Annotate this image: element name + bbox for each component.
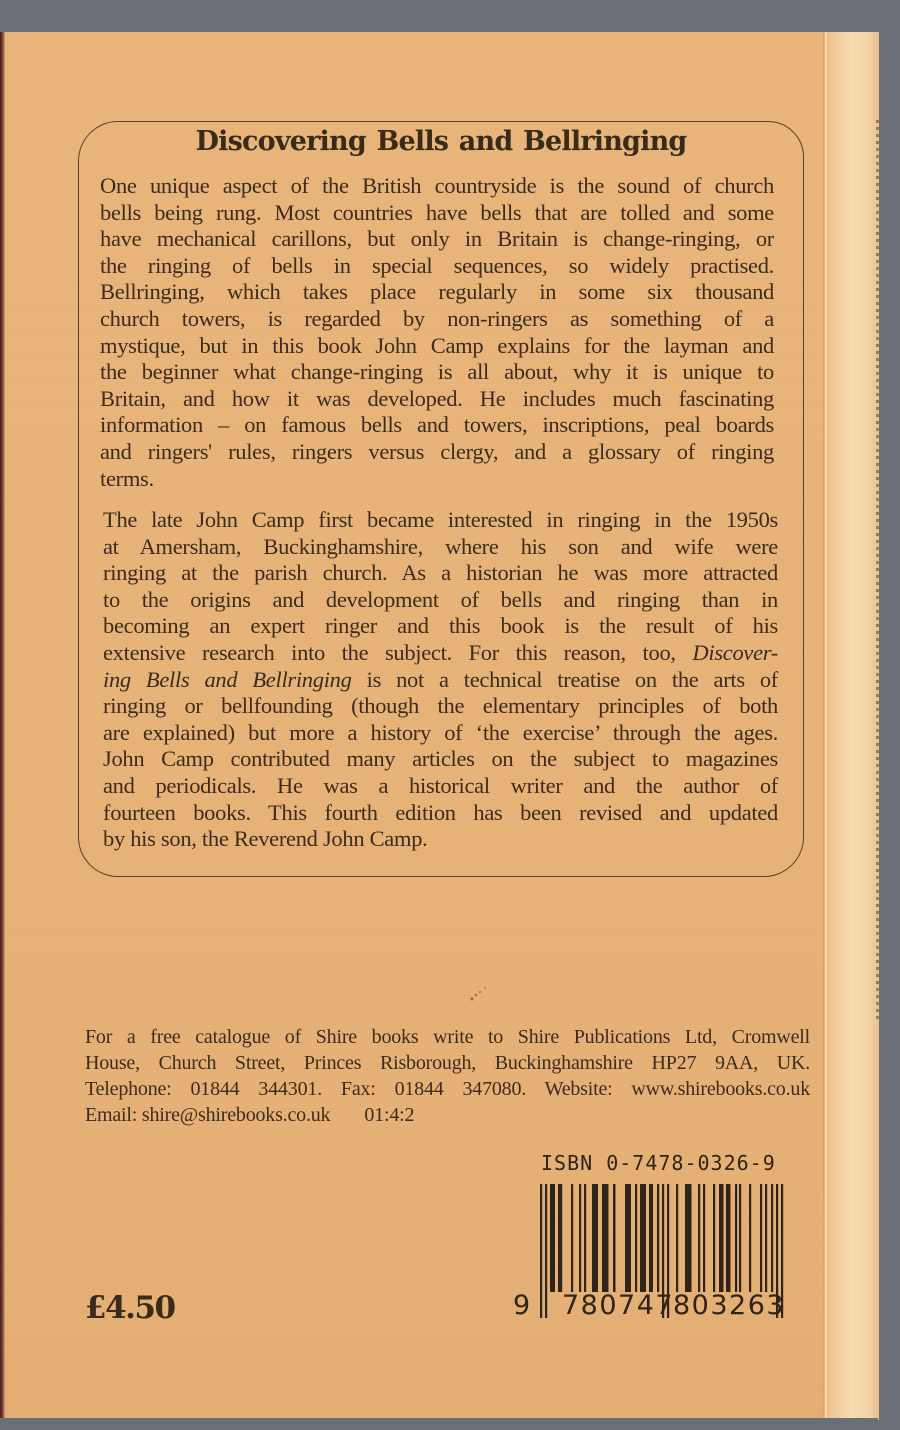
text-line: John Camp contributed many articles on the subject to magazines xyxy=(103,746,778,772)
cover-fold-strip xyxy=(823,32,879,1420)
italic-book-title: Discover- xyxy=(692,639,778,665)
text-line: fourteen books. This fourth edition has been revised and updated xyxy=(103,799,778,825)
book-title: Discovering Bells and Bellringing xyxy=(195,126,687,157)
publisher-info xyxy=(85,1024,810,1128)
publisher-line: Telephone: 01844 344301. Fax: 01844 347080. Website: www.shirebooks.co.uk xyxy=(85,1078,810,1100)
text-line: and ringers' rules, ringers versus clergy, and a glossary of ringing xyxy=(100,438,774,464)
description-paragraph-1 xyxy=(100,173,774,492)
italic-book-title: ing Bells and Bellringing xyxy=(103,666,352,692)
text-line: One unique aspect of the British countryside is the sound of church xyxy=(100,173,774,198)
isbn-label: ISBN 0-7478-0326-9 xyxy=(541,1151,776,1175)
text-line: becoming an expert ringer and this book is the result of his xyxy=(103,613,778,639)
barcode-digits-right: 803263 xyxy=(673,1290,786,1321)
text-fragment: is not a technical treatise on the arts of xyxy=(366,666,779,692)
text-line: mystique, but in this book John Camp explains for the layman and xyxy=(100,332,774,358)
text-line: information – on famous bells and towers, inscriptions, peal boards xyxy=(100,412,774,438)
text-line: the ringing of bells in special sequences, so widely practised. xyxy=(100,252,774,278)
description-paragraph-2 xyxy=(103,507,778,853)
text-line: terms. xyxy=(100,465,154,491)
cover-fold-line xyxy=(825,32,827,1420)
text-line: and periodicals. He was a historical writer and the author of xyxy=(103,772,778,798)
text-line: bells being rung. Most countries have bells that are tolled and some xyxy=(100,199,774,225)
text-line: the beginner what change-ringing is all about, why it is unique to xyxy=(100,359,774,385)
publisher-email: Email: shire@shirebooks.co.uk xyxy=(85,1104,331,1126)
barcode-digits-left: 780747 xyxy=(562,1290,675,1321)
text-line: are explained) but more a history of ‘the exercise’ through the ages. xyxy=(103,719,778,745)
text-line: by his son, the Reverend John Camp. xyxy=(103,826,428,852)
publisher-email-line xyxy=(85,1102,810,1128)
text-line: The late John Camp first became interested in ringing in the 1950s xyxy=(103,507,778,532)
text-line: church towers, is regarded by non-ringers as something of a xyxy=(100,305,774,331)
text-line: ringing at the parish church. As a historian he was more attracted xyxy=(103,560,778,586)
cover-left-edge xyxy=(0,32,5,1420)
publisher-line: House, Church Street, Princes Risborough, Buckinghamshire HP27 9AA, UK. xyxy=(85,1052,810,1074)
publisher-line: For a free catalogue of Shire books write to Shire Publications Ltd, Cromwell xyxy=(85,1026,810,1048)
print-code: 01:4:2 xyxy=(364,1104,415,1126)
price-label: £4.50 xyxy=(85,1290,175,1326)
text-line: have mechanical carillons, but only in Britain is change-ringing, or xyxy=(100,226,774,252)
text-line: at Amersham, Buckinghamshire, where his son and wife were xyxy=(103,533,778,559)
cover-worn-edge xyxy=(876,120,879,1020)
text-line-with-italic xyxy=(103,640,778,667)
text-line: Britain, and how it was developed. He includes much fascinating xyxy=(100,385,774,411)
scan-bottom-edge xyxy=(0,1418,878,1430)
text-fragment: extensive research into the subject. For this reason, too, xyxy=(103,639,676,665)
text-line: Bellringing, which takes place regularly in some six thousand xyxy=(100,279,774,305)
barcode-digit-first: 9 xyxy=(513,1290,532,1321)
cover-speck-mark xyxy=(468,984,492,1002)
text-line-with-italic xyxy=(103,667,778,694)
text-line: to the origins and development of bells and ringing than in xyxy=(103,586,778,612)
text-line: ringing or bellfounding (though the elementary principles of both xyxy=(103,693,778,719)
